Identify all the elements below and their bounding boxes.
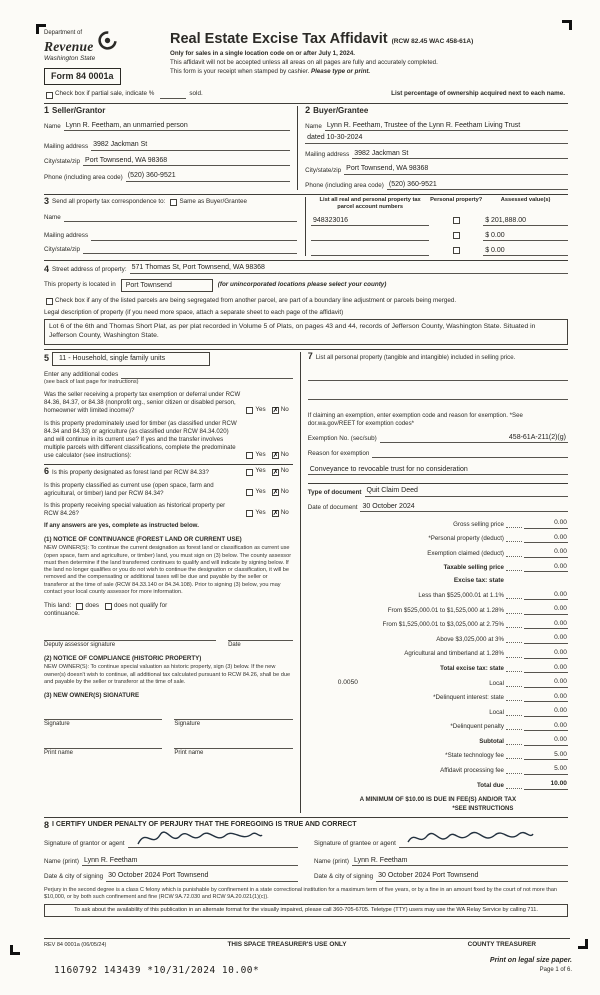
exemption-deferral-question: Was the seller receiving a property tax exemption or deferral under RCW 84.36, 84.37, or 84.38 (nonprofit org., senior citizen or disabled person, homeowner with limited income)? Yes ✗ No: [44, 391, 289, 415]
section-1-seller: 1 Seller/Grantor Name Lynn R. Feetham, an unmarried person Mailing address 3982 Jackman St City/state/zip Port Townsend, WA 98368 Phone (including area code) (520) 360-9521: [44, 106, 298, 191]
deputy-assessor-signature-field[interactable]: [44, 632, 216, 641]
revenue-wordmark: Revenue: [44, 38, 94, 54]
no-checkbox[interactable]: ✗: [272, 468, 279, 476]
personal-property-checkbox[interactable]: [453, 217, 460, 224]
partial-sale-label: Check box if partial sale, indicate %: [55, 90, 155, 98]
agricultural-row: Agricultural and timberland at 1.28% 0.00: [404, 648, 567, 658]
yes-checkbox[interactable]: [246, 452, 253, 459]
personal-property-line-2[interactable]: [308, 392, 568, 400]
seller-city-field[interactable]: Port Townsend, WA 98368: [83, 156, 290, 166]
notice-compliance-title: (2) NOTICE OF COMPLIANCE (HISTORIC PROPERTY): [44, 655, 202, 663]
grantee-signature-field[interactable]: [399, 840, 568, 848]
partial-sale-row: Check box if partial sale, indicate % sold. List percentage of ownership acquired next to each name.: [44, 90, 568, 98]
personal-property-deduct-row: *Personal property (deduct) 0.00: [428, 533, 567, 543]
no-checkbox[interactable]: ✗: [272, 489, 279, 497]
does-not-qualify-checkbox[interactable]: [105, 603, 112, 610]
see-instructions-note: *SEE INSTRUCTIONS: [452, 805, 514, 812]
grantee-date-field[interactable]: 30 October 2024 Port Townsend: [376, 871, 568, 881]
seller-title: Seller/Grantor: [52, 105, 106, 115]
registration-mark-icon: [10, 945, 20, 955]
new-owner-print-name-field[interactable]: [174, 740, 292, 749]
yes-checkbox[interactable]: [246, 489, 253, 496]
rcw-code: (RCW 82.45 WAC 458-61A): [391, 38, 474, 45]
exemption-note: If claiming an exemption, enter exemption code and reason for exemption. *See dor.wa.gov/REET for exemption codes*: [307, 411, 523, 427]
no-checkbox[interactable]: ✗: [272, 510, 279, 518]
section-8-certification: 8 I CERTIFY UNDER PENALTY OF PERJURY THAT THE FOREGOING IS TRUE AND CORRECT Signature of grantor or agent Name (print) Lynn R. Feetham Date & city of signing 30 October 2024 Port Townsend Signature of grantee or agent Name (print) Lynn R. Feetham Date & city of signing 30 October 2024 Port Townsend: [44, 820, 568, 881]
location-select[interactable]: Port Townsend: [121, 279, 213, 292]
parcel-row: [311, 216, 568, 226]
parcel-number-field[interactable]: 948323016: [311, 216, 429, 226]
header-note-2: This affidavit will not be accepted unless all areas on all pages are fully and accurately completed.: [170, 58, 438, 66]
footer-row: [44, 938, 570, 949]
tier4-row: Above $3,025,000 at 3% 0.00: [436, 634, 567, 643]
no-checkbox[interactable]: ✗: [272, 407, 279, 415]
processing-fee-row: Affidavit processing fee 5.00: [440, 765, 567, 774]
seller-phone-field[interactable]: (520) 360-9521: [126, 171, 290, 181]
yes-checkbox[interactable]: [246, 407, 253, 414]
correspondence-name-field[interactable]: [64, 214, 297, 222]
form-header: [44, 30, 568, 85]
financial-summary: [308, 519, 568, 813]
section-7-personal-property: 7 List all personal property (tangible and intangible) included in selling price. If claiming an exemption, enter exemption code and reason for exemption. *See dor.wa.gov/REET for exemption codes* Exemption No. (sec/sub) 458-61A-211(2)(g) Reason for exemption Conveyance to revocable trust for no consideration: [308, 352, 568, 475]
buyer-name-field-2[interactable]: dated 10-30-2024: [305, 133, 568, 143]
exemption-reason-field-2[interactable]: Conveyance to revocable trust for no consideration: [308, 465, 568, 475]
street-address-field[interactable]: 571 Thomas St, Port Townsend, WA 98368: [130, 263, 568, 273]
grantee-name-field[interactable]: Lynn R. Feetham: [352, 856, 568, 866]
gross-selling-price-value: 0.00: [524, 519, 568, 529]
section-4-property: 4 Street address of property: 571 Thomas St, Port Townsend, WA 98368 This property is located in Port Townsend (for unincorporated locations please select your county) Check box if any of the listed parcels are being segregated from another parcel, are part of a boundary line adjustment or parcels being merged. Legal description of property (if you need more space, attach a separate sheet to each page of the affidavit) Lot 6 of the 6th and Thomas Short Plat, as per plat recorded in Volume 5 of Plats, on pages 43 and 44, records of Jefferson County, Washington State. Situated in Jefferson County, Washington State.: [44, 263, 568, 345]
divider: [44, 817, 568, 818]
local-rate: 0.0050: [337, 679, 358, 687]
assessed-value-field[interactable]: $ 201,888.00: [483, 216, 568, 226]
correspondence-label: Send all property tax correspondence to:: [52, 198, 166, 206]
personal-property-checkbox[interactable]: [453, 247, 460, 254]
segregated-checkbox[interactable]: [46, 298, 53, 305]
treasurer-stamp: 1160792 143439 *10/31/2024 10.00*: [54, 964, 260, 976]
partial-percent-field[interactable]: [160, 91, 186, 99]
correspondence-mailing-field[interactable]: [91, 233, 297, 241]
section-3-correspondence: 3 Send all property tax correspondence to: Same as Buyer/Grantee Name Mailing address City/state/zip List all real and personal property tax parcel account numbers Personal property? Assessed value(s) 948323016 $ 201,888.00 $ 0.00 $ 0.00: [44, 197, 568, 256]
new-owner-signature-field[interactable]: [174, 711, 292, 720]
page-title: Real Estate Excise Tax Affidavit: [170, 31, 388, 47]
total-excise-state-row: Total excise tax: state 0.00: [440, 663, 567, 673]
delinquent-interest-local-row: Local 0.00: [489, 707, 567, 716]
buyer-city-field[interactable]: Port Townsend, WA 98368: [344, 164, 568, 174]
grantor-date-field[interactable]: 30 October 2024 Port Townsend: [106, 871, 298, 881]
grantor-signature-field[interactable]: [128, 840, 298, 848]
state-technology-fee-row: *State technology fee 5.00: [445, 750, 567, 760]
delinquent-interest-state-row: *Delinquent interest: state 0.00: [433, 692, 567, 702]
dor-logo: [44, 30, 160, 85]
perjury-statement: Perjury in the second degree is a class C felony which is punishable by confinement in a state correctional institution for a maximum term of five years, or by a fine in an amount fixed by the court of not more than $10,000, or by both such confinement and fine (RCW 9A.72.030 and RCW 9A.20.021(1)(c)).: [44, 886, 557, 901]
exemption-claimed-row: Exemption claimed (deduct) 0.00: [427, 548, 567, 557]
seller-name-field[interactable]: Lynn R. Feetham, an unmarried person: [64, 121, 290, 131]
assessed-value-col-header: Assessed value(s): [500, 197, 551, 204]
gross-selling-price-row: Gross selling price 0.00: [453, 519, 567, 528]
additional-codes-field[interactable]: [121, 371, 293, 379]
document-date-field[interactable]: 30 October 2024: [360, 502, 568, 512]
header-note-1: Only for sales in a single location code on or after July 1, 2024.: [170, 49, 355, 57]
divider: [44, 260, 568, 261]
print-note: Print on legal size paper.: [489, 956, 572, 964]
parcel-table: [306, 197, 568, 256]
minimum-due-note: A MINIMUM OF $10.00 IS DUE IN FEE(S) AND/OR TAX: [359, 795, 517, 803]
yes-checkbox[interactable]: [246, 469, 253, 476]
personal-property-checkbox[interactable]: [453, 232, 460, 239]
new-owner-print-name-field[interactable]: [44, 740, 162, 749]
exemption-reason-field[interactable]: [372, 450, 568, 458]
historic-property-question: Is this property receiving special valuation as historical property per RCW 84.26? Yes ✗ No: [44, 502, 289, 518]
treasurer-space-label: THIS SPACE TREASURER'S USE ONLY: [227, 940, 347, 948]
divider: [44, 349, 568, 350]
parcel-row: [311, 246, 568, 256]
tier2-row: From $525,000.01 to $1,525,000 at 1.28% 0.00: [387, 605, 567, 614]
deputy-assessor-date-field[interactable]: [228, 632, 293, 641]
section-5-land-use: 5 11 - Household, single family units Enter any additional codes (see back of last page for instructions) Was the seller receiving a property tax exemption or deferral under RCW 84.36, 84.37, or 84.38 (nonprofit org., senior citizen or disabled person, homeowner with limited income)? Yes ✗ No Is this property predominately used for timber (as classified under RCW 84.34 and 84.33) or agriculture (as classified under RCW 84.34.020) and will continue in its current use? If yes and the transfer involves multiple parcels with different classifications, complete the predominate use calculator (see instructions): Yes ✗ No: [44, 352, 293, 460]
grantor-certification: Signature of grantor or agent Name (print) Lynn R. Feetham Date & city of signing 30 October 2024 Port Townsend: [44, 832, 298, 882]
buyer-mailing-field[interactable]: 3982 Jackman St: [352, 149, 568, 159]
header-note-3: This form is your receipt when stamped by cashier. Please type or print.: [170, 67, 371, 75]
section-seller-buyer: [44, 106, 568, 191]
new-owner-signature-title: (3) NEW OWNER(S) SIGNATURE: [44, 692, 140, 700]
revision-number: REV 84 0001a (06/05/24): [44, 941, 107, 948]
county-treasurer-label: COUNTY TREASURER: [467, 940, 536, 948]
current-use-question: Is this property classified as current use (open space, farm and agricultural, or timber) land per RCW 84.34? Yes ✗ No: [44, 481, 289, 497]
ownership-note: List percentage of ownership acquired next to each name.: [391, 90, 565, 98]
personal-property-col-header: Personal property?: [430, 197, 483, 204]
section-2-buyer: 2 Buyer/Grantee Name Lynn R. Feetham, Trustee of the Lynn R. Feetham Living Trust dated 10-30-2024 Mailing address 3982 Jackman St City/state/zip Port Townsend, WA 98368 Phone (including area code) (520) 360-9521: [298, 106, 568, 191]
no-checkbox[interactable]: ✗: [272, 451, 279, 459]
certification-statement: I CERTIFY UNDER PENALTY OF PERJURY THAT THE FOREGOING IS TRUE AND CORRECT: [52, 821, 357, 829]
registration-mark-icon: [562, 20, 572, 30]
new-owner-signature-field[interactable]: [44, 711, 162, 720]
notice-continuance-title: (1) NOTICE OF CONTINUANCE (FOREST LAND OR CURRENT USE): [44, 536, 242, 544]
section-6-forest-land: 6 Is this property designated as forest land per RCW 84.33? Yes ✗ No Is this property classified as current use (open space, farm and agricultural, or timber) land per RCW 84.34? Yes ✗ No Is this property receiving special valuation as historical property per RCW 84.26? Yes ✗ No If any answers are yes, complete as instructed below. (1) NOTICE OF CONTINUANCE (FOREST LAND OR CURRENT USE) NEW OWNER(S): To continue the current designation as forest land or classification as current use (open space, farm and agriculture, or timber) land, you must sign on (3) below. The county assessor must then determine if the land transferred continues to qualify and will indicate by signing below. If the land no longer qualifies or you do not wish to continue the designation or classification, it will be removed and the compensating or additional taxes will be due and payable by the seller or transferor at the time of sale (RCW 84.33.140 or 84.34.108). Prior to signing (3) below, you may contact your local county assessor for more information. This land: does does not qualify for continuance. Deputy assessor signature Date (2) NOTICE OF COMPLIANCE (HISTORIC PROPERTY) NEW OWNER(S): To continue special valuation as historic property, sign (3) below. If the new owner(s) doesn't wish to continue, all additional tax calculated pursuant to RCW 84.26, shall be due and payable by the seller or transferor at the time of sale. (3) NEW OWNER(S) SIGNATURE Signature Signature Print name Print name: [44, 465, 292, 757]
taxable-selling-price-row: Taxable selling price 0.00: [443, 562, 567, 572]
notice-compliance-body: NEW OWNER(S): To continue special valuation as historic property, sign (3) below. If the new owner(s) doesn't wish to continue, all additional tax calculated pursuant to RCW 84.26, shall be due and payable by the seller or transferor at the time of sale.: [44, 664, 291, 685]
total-due-row: Total due 10.00: [476, 780, 567, 789]
same-as-buyer-checkbox[interactable]: [170, 199, 177, 206]
tier3-row: From $1,525,000.01 to $3,025,000 at 2.75% 0.00: [382, 619, 567, 629]
assessed-value-field[interactable]: $ 0.00: [483, 246, 568, 256]
form-number: Form 84 0001a: [44, 68, 121, 86]
forest-land-question: 6 Is this property designated as forest land per RCW 84.33? Yes ✗ No: [44, 465, 289, 476]
legal-description-label: Legal description of property (if you need more space, attach a separate sheet to each page of the affidavit): [44, 308, 344, 316]
delinquent-penalty-row: *Delinquent penalty 0.00: [450, 721, 567, 731]
parcel-number-field[interactable]: [311, 248, 429, 256]
buyer-title: Buyer/Grantee: [313, 105, 369, 115]
dept-of-label: Department of: [44, 30, 83, 36]
parcel-col-header: List all real and personal property tax parcel account numbers: [319, 197, 421, 211]
divider: [44, 194, 568, 195]
subtotal-row: Subtotal 0.00: [479, 736, 567, 745]
grantor-name-field[interactable]: Lynn R. Feetham: [82, 856, 298, 866]
divider: [44, 103, 568, 104]
accessibility-note: To ask about the availability of this publication in an alternate format for the visually impaired, please call 360-705-6705. Teletype (TTY) users may use the WA Relay Service by calling 711.: [44, 904, 568, 916]
legal-description-field[interactable]: Lot 6 of the 6th and Thomas Short Plat, as per plat recorded in Volume 5 of Plats, on pages 43 and 44, records of Jefferson County, Washington State. Situated in Jefferson County, Washington State.: [44, 319, 568, 345]
tier1-row: Less than $525,000.01 at 1.1% 0.00: [418, 590, 567, 600]
personal-property-line-1[interactable]: [308, 373, 568, 381]
does-qualify-checkbox[interactable]: [76, 603, 83, 610]
assessed-value-field[interactable]: $ 0.00: [483, 231, 568, 241]
partial-sale-checkbox[interactable]: [46, 92, 53, 99]
timber-agriculture-question: Is this property predominately used for timber (as classified under RCW 84.34 and 84.33) or agriculture (as classified under RCW 84.34.020) and will continue in its current use? If yes and the transfer involves multiple parcels with different classifications, complete the predominate use calculator (see instructions): Yes ✗ No: [44, 420, 289, 459]
correspondence-city-field[interactable]: [83, 246, 297, 254]
document-type-field[interactable]: Quit Claim Deed: [365, 486, 568, 496]
total-due-value: 10.00: [524, 780, 568, 790]
registration-mark-icon: [578, 939, 588, 949]
page-number: Page 1 of 6.: [539, 967, 572, 974]
divider: [44, 464, 293, 465]
parcel-row: [311, 231, 568, 241]
exemption-number-field[interactable]: 458-61A-211(2)(g): [380, 433, 568, 443]
logo-swoosh-icon: [98, 31, 117, 50]
buyer-name-field[interactable]: Lynn R. Feetham, Trustee of the Lynn R. Feetham Living Trust: [325, 121, 568, 131]
seller-mailing-field[interactable]: 3982 Jackman St: [91, 140, 290, 150]
parcel-number-field[interactable]: [311, 233, 429, 241]
excise-tax-state-header: Excise tax: state: [453, 577, 504, 585]
grantee-certification: Signature of grantee or agent Name (print) Lynn R. Feetham Date & city of signing 30 October 2024 Port Townsend: [314, 832, 568, 882]
land-use-code-field[interactable]: 11 - Household, single family units: [52, 352, 210, 366]
document-info: Type of document Quit Claim Deed Date of document 30 October 2024: [308, 486, 568, 512]
divider: [308, 483, 568, 484]
washington-state-label: Washington State: [44, 55, 96, 63]
buyer-phone-field[interactable]: (520) 360-9521: [387, 180, 568, 190]
local-tax-row: 0.0050 Local 0.00: [308, 678, 568, 688]
yes-checkbox[interactable]: [246, 510, 253, 517]
notice-continuance-body: NEW OWNER(S): To continue the current designation as forest land or classification as current use (open space, farm and agriculture, or timber) land, you must sign on (3) below. The county assessor must then determine if the land transferred continues to qualify and will indicate by signing below. If the land no longer qualifies or you do not wish to continue the designation or classification, it will be removed and the compensating or additional taxes will be due and payable by the seller or transferor at the time of sale (RCW 84.33.140 or 84.34.108). Prior to signing (3) below, you may contact your local county assessor for more information.: [44, 545, 292, 595]
